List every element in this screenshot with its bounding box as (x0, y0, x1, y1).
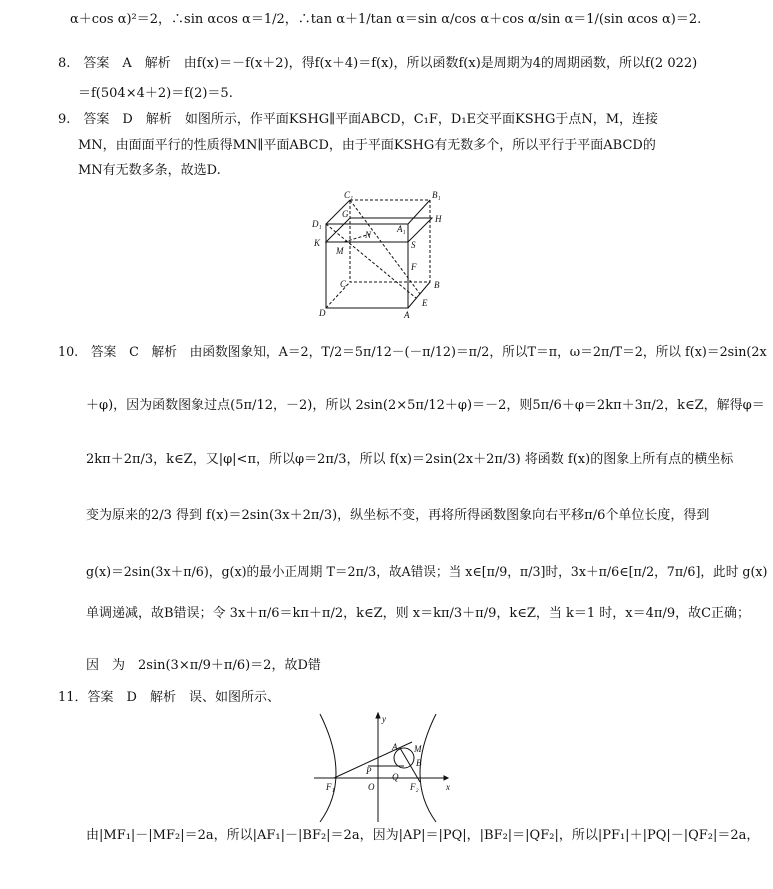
q8-line-1: 8. 答案 A 解析 由f(x)＝－f(x＋2)，得f(x＋4)＝f(x)，所以函数f(x)是周期为4的周期函数，所以f(2 022) (58, 56, 698, 71)
label-d: D (319, 308, 326, 318)
section-plane (326, 218, 432, 242)
label-b: B (416, 758, 422, 768)
line-f1-m (334, 742, 412, 778)
label-h: H (435, 214, 442, 224)
label-b: B (434, 280, 440, 290)
label-a: A (404, 310, 410, 320)
prev-answer-tail: α＋cos α)²＝2，∴sin αcos α＝1/2，∴tan α＋1/tan α＝sin α/cos α＋cos α/sin α＝1/(sin αcos α)＝2. (70, 12, 702, 27)
label-x: x (446, 782, 450, 792)
q10-line-7: 因 为 2sin(3×π/9＋π/6)＝2，故D错 (86, 658, 321, 673)
y-axis-arrow (376, 713, 380, 718)
q11-line-2: 由|MF₁|－|MF₂|＝2a，所以|AF₁|－|BF₂|＝2a，因为|AP|＝|PQ|，|BF₂|＝|QF₂|，所以|PF₁|＋|PQ|－|QF₂|＝2a， (86, 828, 760, 843)
label-a1: A₁ (397, 224, 406, 234)
label-a: A (392, 742, 398, 752)
label-e: E (422, 298, 428, 308)
q10-line-5: g(x)＝2sin(3x＋π/6)，g(x)的最小正周期 T＝2π/3，故A错误；当 x∈[π/9，π/3]时，3x＋π/6∈[π/2，7π/6]，此时 g(x) (86, 565, 768, 580)
q10-line-4: 变为原来的2/3 得到 f(x)＝2sin(3x＋2π/3)，纵坐标不变，再将所得函数图象向右平移π/6个单位长度，得到 (86, 508, 710, 523)
q8-line-2: ＝f(504×4＋2)＝f(2)＝5. (78, 86, 233, 101)
label-c: C (340, 279, 347, 289)
hyperbola-left-branch (320, 714, 336, 822)
q9-line-2: MN，由面面平行的性质得MN∥平面ABCD，由于平面KSHG有无数多个，所以平行于平面ABCD的 (78, 138, 656, 153)
label-d1: D₁ (312, 219, 322, 229)
label-k: K (314, 238, 321, 248)
label-y: y (382, 714, 386, 724)
q11-line-1: 11．答案 D 解析 误、如图所示、 (58, 690, 280, 705)
label-c1: C₁ (344, 190, 354, 200)
label-o: O (368, 782, 375, 792)
diag-c1-f (350, 200, 420, 294)
cube-edge-bottom-left (326, 282, 350, 308)
label-f: F (411, 262, 417, 272)
label-f1: F₁ (326, 782, 335, 792)
label-p: P (366, 766, 372, 776)
x-axis-arrow (444, 776, 448, 780)
label-g: G (342, 209, 349, 219)
label-m: M (336, 246, 344, 256)
q9-line-3: MN有无数多条，故选D. (78, 163, 221, 178)
label-m: M (414, 744, 422, 754)
q10-line-3: 2kπ＋2π/3，k∈Z，又|φ|<π，所以φ＝2π/3，所以 f(x)＝2sin(2x＋2π/3) 将函数 f(x)的图象上所有点的横坐标 (86, 452, 734, 467)
label-s: S (411, 240, 416, 250)
label-n: N (365, 230, 372, 240)
hyperbola-figure (312, 710, 462, 825)
cube-back-face (350, 200, 430, 282)
hyperbola-right-branch (420, 714, 436, 822)
label-q: Q (392, 772, 399, 782)
q10-line-1: 10. 答案 C 解析 由函数图象知，A＝2，T/2＝5π/12－(－π/12)＝π/2，所以T＝π，ω＝2π/T＝2，所以 f(x)＝2sin(2x (58, 345, 767, 360)
cube-edge-top-right (408, 200, 430, 224)
cube-figure (308, 190, 458, 320)
q9-line-1: 9. 答案 D 解析 如图所示，作平面KSHG∥平面ABCD，C₁F，D₁E交平面KSHG于点N，M，连接 (58, 112, 659, 127)
q10-line-2: ＋φ)，因为函数图象过点(5π/12，－2)，所以 2sin(2×5π/12＋φ)＝－2，则5π/6＋φ＝2kπ＋3π/2，k∈Z，解得φ＝ (86, 398, 765, 413)
label-f2: F₂ (410, 782, 419, 792)
q10-line-6: 单调递减，故B错误；令 3x＋π/6＝kπ＋π/2，k∈Z，则 x＝kπ/3＋π/9，k∈Z，当 k＝1 时，x＝4π/9，故C正确； (86, 606, 751, 621)
label-b1: B₁ (432, 190, 441, 200)
